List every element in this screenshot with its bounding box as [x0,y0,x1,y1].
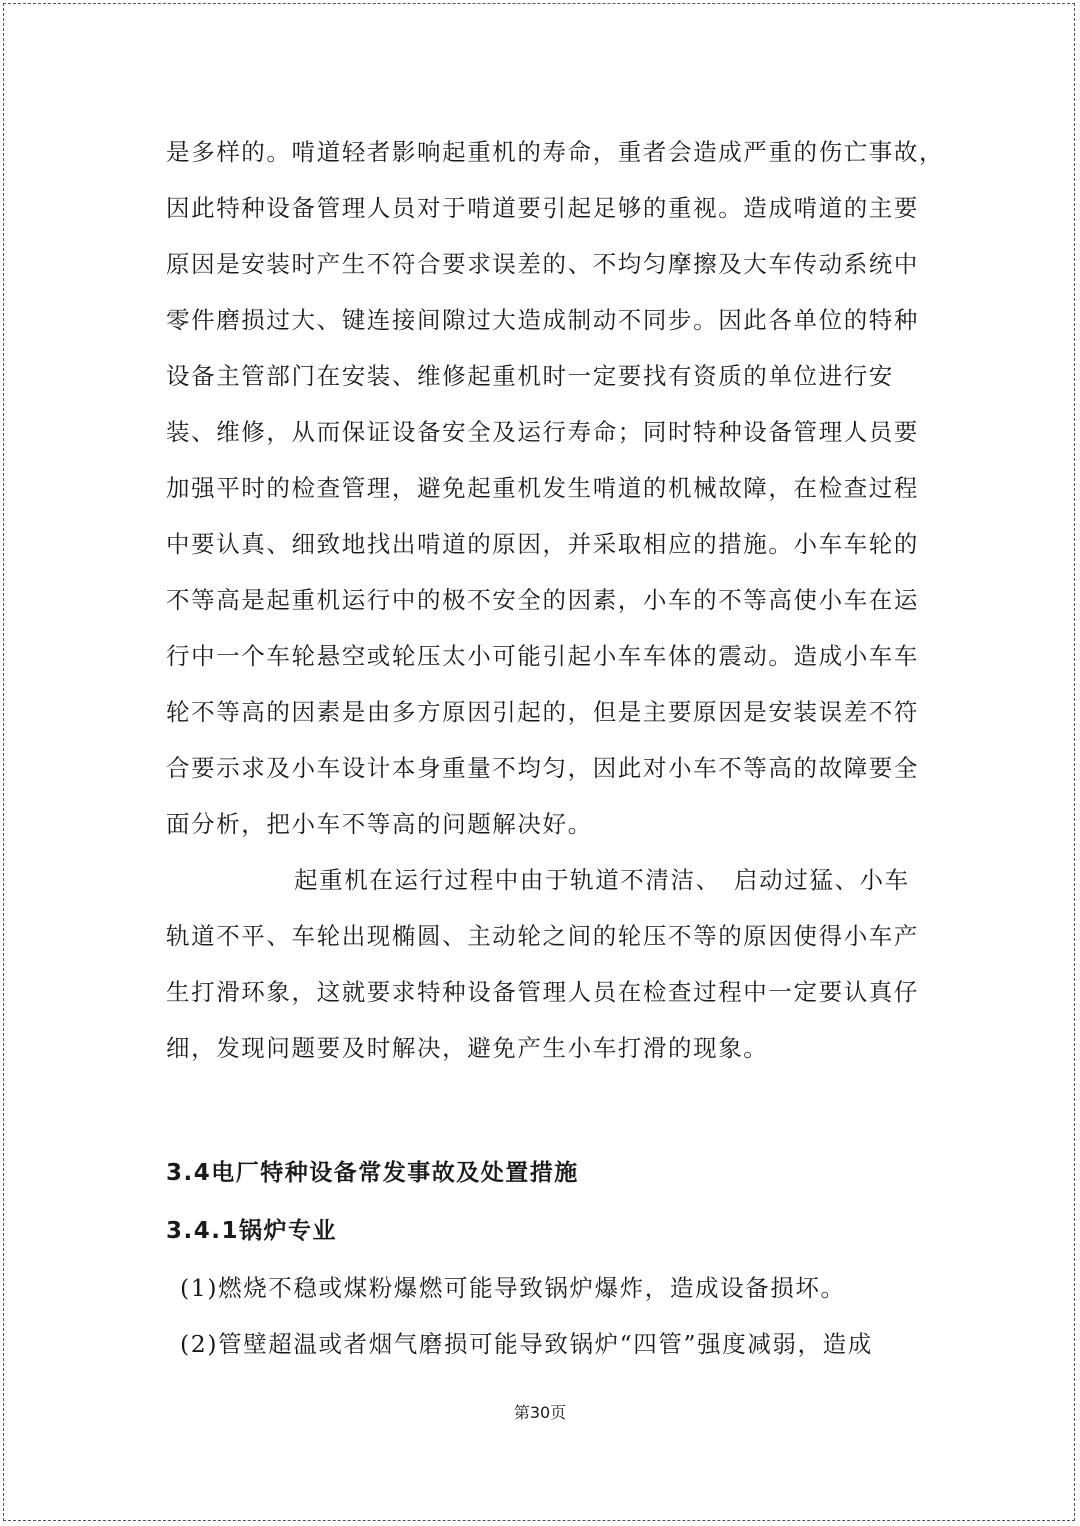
subsection-heading: 3.4.1锅炉专业 [166,1218,337,1244]
text-line: 加强平时的检查管理，避免起重机发生啃道的机械故障，在检查过程 [166,474,919,502]
text-line: 细，发现问题要及时解决，避免产生小车打滑的现象。 [166,1034,769,1062]
text-line: 行中一个车轮悬空或轮压太小可能引起小车车体的震动。造成小车车 [166,642,919,670]
document-body [166,124,945,1372]
text-line: 原因是安装时产生不符合要求误差的、不均匀摩擦及大车传动系统中 [166,250,919,278]
text-line: 起重机在运行过程中由于轨道不清洁、 启动过猛、小车 [294,866,910,894]
text-line: 装、维修，从而保证设备安全及运行寿命；同时特种设备管理人员要 [166,418,919,446]
text-line: 是多样的。啃道轻者影响起重机的寿命，重者会造成严重的伤亡事故， [166,138,945,166]
paragraph-2 [166,852,926,1076]
text-line: 因此特种设备管理人员对于啃道要引起足够的重视。造成啃道的主要 [166,194,919,222]
text-line: 面分析，把小车不等高的问题解决好。 [166,810,593,838]
list-item: (1)燃烧不稳或煤粉爆燃可能导致锅炉爆炸，造成设备损坏。 [180,1274,846,1302]
list-item: (2)管壁超温或者烟气磨损可能导致锅炉“四管”强度减弱，造成 [180,1330,873,1358]
text-line: 生打滑环象，这就要求特种设备管理人员在检查过程中一定要认真仔 [166,978,919,1006]
page-number: 第30页 [513,1403,567,1422]
text-line: 不等高是起重机运行中的极不安全的因素，小车的不等高使小车在运 [166,586,919,614]
text-line: 轮不等高的因素是由多方原因引起的，但是主要原因是安装误差不符 [166,698,919,726]
section-heading: 3.4电厂特种设备常发事故及处置措施 [166,1160,579,1186]
text-line: 合要示求及小车设计本身重量不均匀，因此对小车不等高的故障要全 [166,754,919,782]
text-line: 轨道不平、车轮出现椭圆、主动轮之间的轮压不等的原因使得小车产 [166,922,919,950]
section-spacer [166,1076,926,1144]
numbered-list [166,1260,926,1372]
text-line: 零件磨损过大、键连接间隙过大造成制动不同步。因此各单位的特种 [166,306,919,334]
text-line: 设备主管部门在安装、维修起重机时一定要找有资质的单位进行安 [166,362,894,390]
text-line: 中要认真、细致地找出啃道的原因，并采取相应的措施。小车车轮的 [166,530,919,558]
paragraph-1 [166,124,945,852]
